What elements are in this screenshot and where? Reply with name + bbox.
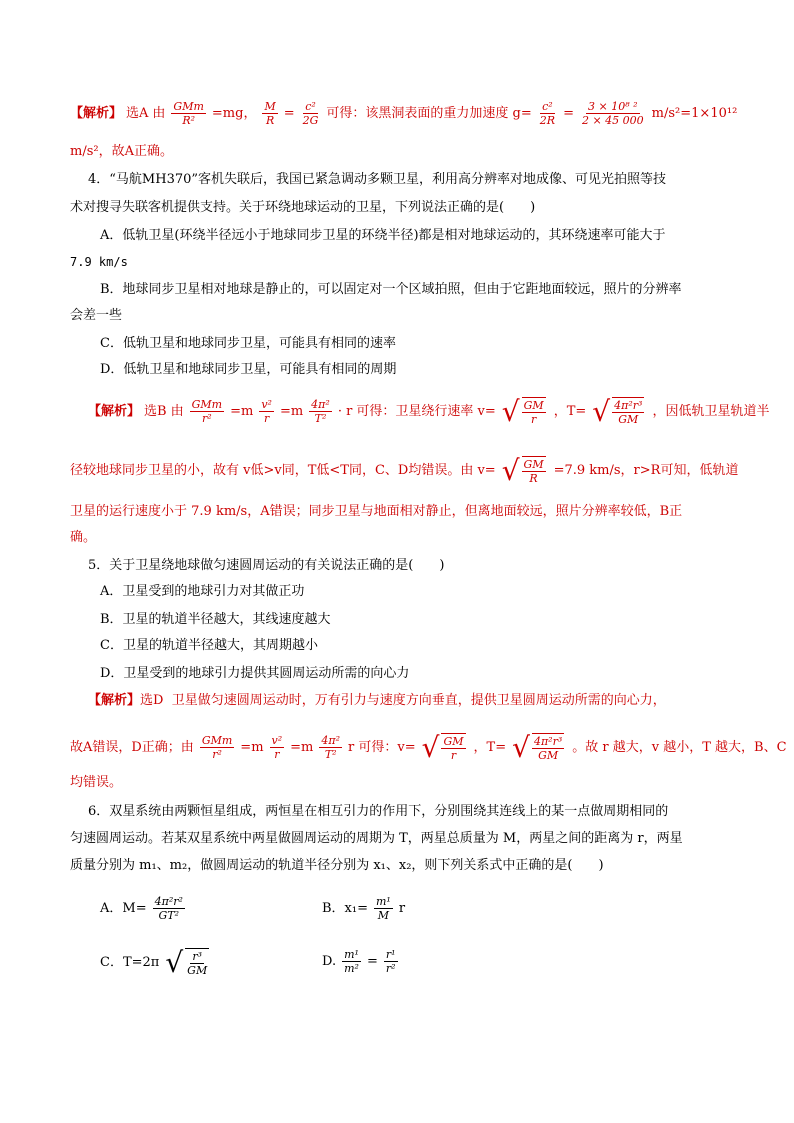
fraction — [153, 895, 185, 922]
fraction — [319, 734, 342, 761]
q4-analysis-line3: 卫星的运行速度小于 7.9 km/s，A错误；同步卫星与地面相对静止，但离地面较远，照片分辨率较低，B正 — [70, 504, 683, 519]
q4-analysis-line1 — [88, 394, 770, 428]
numerator: c² — [542, 100, 553, 113]
text: ，T= — [553, 403, 587, 419]
q5-option-c: C．卫星的轨道半径越大，其周期越小 — [100, 638, 318, 653]
q4-analysis-line2 — [70, 453, 739, 487]
denominator: GM — [187, 964, 208, 977]
denominator: r² — [212, 748, 222, 761]
answer-pick: 选B — [144, 403, 167, 419]
fraction — [522, 397, 546, 426]
fraction — [171, 100, 205, 127]
numerator: v² — [271, 734, 283, 747]
fraction — [190, 398, 224, 425]
fraction — [259, 398, 274, 425]
answer-pick: 选A — [126, 105, 149, 121]
fraction — [309, 398, 332, 425]
denominator: r² — [385, 962, 396, 975]
denominator: R — [529, 472, 538, 485]
fraction — [384, 948, 398, 975]
fraction — [532, 733, 564, 762]
fraction — [612, 397, 644, 426]
option-label: C．T=2π — [100, 954, 160, 970]
numerator: m¹ — [344, 948, 359, 961]
text: =m — [240, 739, 264, 755]
numerator: 4π² — [311, 398, 330, 411]
q4-stem-line1: 4．“马航MH370”客机失联后，我国已紧急调动多颗卫星，利用高分辨率对地成像、可见光拍照等技 — [88, 172, 667, 187]
denominator: r — [274, 748, 280, 761]
numerator: 4π²r³ — [614, 399, 643, 412]
radical-sign: √ — [165, 945, 184, 979]
numerator: M — [264, 100, 276, 113]
q3-analysis-line1 — [70, 100, 738, 127]
q5-option-b: B．卫星的轨道半径越大，其线速度越大 — [100, 612, 331, 627]
answer-pick: 选D — [140, 693, 164, 708]
q5-option-a: A．卫星受到的地球引力对其做正功 — [100, 584, 305, 599]
text: =m — [230, 403, 254, 419]
text: m/s²=1×10¹² — [651, 105, 738, 121]
q4-option-a: A．低轨卫星(环绕半径远小于地球同步卫星的环绕半径)都是相对地球运动的，其环绕速率可能大于 — [100, 228, 666, 243]
numerator: GMm — [191, 398, 223, 411]
square-root — [165, 945, 211, 979]
analysis-tag: 【解析】 — [88, 693, 141, 708]
denominator: r² — [202, 412, 212, 425]
text: 可得：该黑洞表面的重力加速度 g= — [326, 105, 532, 121]
square-root — [592, 394, 646, 428]
q4-option-b-cont: 会差一些 — [70, 308, 123, 323]
denominator: GT² — [158, 909, 180, 922]
q5-analysis-line1 — [88, 692, 748, 710]
denominator: R² — [182, 114, 196, 127]
q6-option-d — [322, 948, 400, 975]
text: =m — [279, 403, 304, 419]
q6-stem-line3: 质量分别为 m₁、m₂，做圆周运动的轨道半径分别为 x₁、x₂，则下列关系式中正确的是( ) — [70, 858, 604, 873]
option-label: D. — [322, 953, 337, 969]
text: ，因低轨卫星轨道半 — [652, 403, 770, 419]
denominator: r — [450, 749, 457, 762]
fraction — [342, 948, 361, 975]
denominator: r — [263, 412, 270, 425]
denominator: 2 × 45 000 — [581, 114, 644, 127]
numerator: 4π² — [321, 734, 341, 747]
denominator: R — [265, 114, 275, 127]
denominator: r — [531, 413, 537, 426]
fraction — [185, 948, 209, 977]
fraction — [301, 100, 321, 127]
numerator: 3 × 10⁸ ² — [588, 100, 638, 113]
denominator: T² — [324, 748, 337, 761]
square-root — [501, 394, 548, 428]
text: · r 可得：卫星绕行速率 v= — [337, 403, 496, 419]
numerator: GM — [443, 735, 464, 748]
q6-stem-line2: 匀速圆周运动。若某双星系统中两星做圆周运动的周期为 T，两星总质量为 M，两星之间的距离为 r，两星 — [70, 831, 683, 846]
denominator: m² — [344, 962, 359, 975]
text: 故A错误，D正确；由 — [70, 739, 194, 755]
q4-option-b: B．地球同步卫星相对地球是静止的，可以固定对一个区域拍照，但由于它距地面较远，照片的分辨率 — [100, 282, 682, 297]
numerator: r³ — [192, 950, 203, 963]
text: 由 — [170, 403, 184, 419]
text: r 可得：v= — [348, 739, 416, 755]
fraction — [580, 100, 646, 127]
q6-option-a — [100, 895, 187, 922]
numerator: 4π²r³ — [533, 735, 563, 748]
analysis-tag: 【解析】 — [70, 105, 123, 121]
numerator: GM — [523, 399, 544, 412]
numerator: v² — [261, 398, 272, 411]
q5-analysis-line3: 均错误。 — [70, 775, 123, 790]
fraction — [270, 734, 285, 761]
radical-sign: √ — [501, 394, 520, 428]
numerator: GMm — [173, 100, 204, 113]
denominator: 2G — [302, 114, 319, 127]
radical-sign: √ — [501, 453, 520, 487]
numerator: GMm — [201, 734, 233, 747]
q4-option-c: C．低轨卫星和地球同步卫星，可能具有相同的速率 — [100, 336, 396, 351]
option-label: B．x₁= — [322, 900, 368, 916]
text: 卫星做匀速圆周运动时，万有引力与速度方向垂直，提供卫星圆周运动所需的向心力， — [171, 693, 666, 708]
q4-analysis-line4: 确。 — [70, 530, 97, 545]
square-root — [512, 730, 566, 764]
option-label: A．M= — [100, 900, 147, 916]
square-root — [501, 453, 548, 487]
denominator: T² — [314, 412, 327, 425]
fraction — [441, 733, 465, 762]
text: 。故 r 越大，v 越小，T 越大，B、C — [572, 739, 787, 755]
denominator: 2R — [539, 114, 556, 127]
analysis-tag: 【解析】 — [88, 403, 141, 419]
q6-option-b — [322, 895, 405, 922]
fraction — [538, 100, 557, 127]
text: = — [366, 953, 378, 969]
text: =m — [290, 739, 314, 755]
text: 径较地球同步卫星的小，故有 v低>v同，T低<T同，C、D均错误。由 v= — [70, 462, 496, 478]
q5-option-d: D．卫星受到的地球引力提供其圆周运动所需的向心力 — [100, 666, 410, 681]
q5-analysis-line2 — [70, 730, 787, 764]
q4-stem-line2: 术对搜寻失联客机提供支持。关于环绕地球运动的卫星，下列说法正确的是( ) — [70, 200, 536, 215]
text: r — [398, 900, 406, 916]
fraction — [262, 100, 277, 127]
radical-sign: √ — [421, 730, 440, 764]
fraction — [200, 734, 234, 761]
q4-option-d: D．低轨卫星和地球同步卫星，可能具有相同的周期 — [100, 362, 397, 377]
numerator: GM — [523, 458, 544, 471]
numerator: 4π²r² — [154, 895, 183, 908]
denominator: M — [377, 909, 390, 922]
q6-option-c — [100, 945, 213, 979]
q4-option-a-cont: 7.9 km/s — [70, 255, 128, 269]
radical-sign: √ — [592, 394, 611, 428]
denominator: GM — [538, 749, 559, 762]
text: =mg， — [211, 105, 257, 121]
radical-sign: √ — [512, 730, 530, 764]
q6-stem-line1: 6．双星系统由两颗恒星组成，两恒星在相互引力的作用下，分别围绕其连线上的某一点做周期相同的 — [88, 804, 669, 819]
text: =7.9 km/s，r>R可知，低轨道 — [553, 462, 739, 478]
denominator: GM — [618, 413, 639, 426]
fraction — [374, 895, 393, 922]
fraction — [522, 456, 546, 485]
numerator: c² — [305, 100, 316, 113]
text: 由 — [152, 105, 166, 121]
numerator: m¹ — [376, 895, 391, 908]
text: ，T= — [473, 739, 507, 755]
numerator: r¹ — [385, 948, 396, 961]
square-root — [421, 730, 468, 764]
q5-stem: 5．关于卫星绕地球做匀速圆周运动的有关说法正确的是( ) — [88, 558, 445, 573]
text: = — [563, 105, 574, 121]
q3-analysis-line2: m/s²，故A正确。 — [70, 144, 173, 159]
text: = — [283, 105, 295, 121]
